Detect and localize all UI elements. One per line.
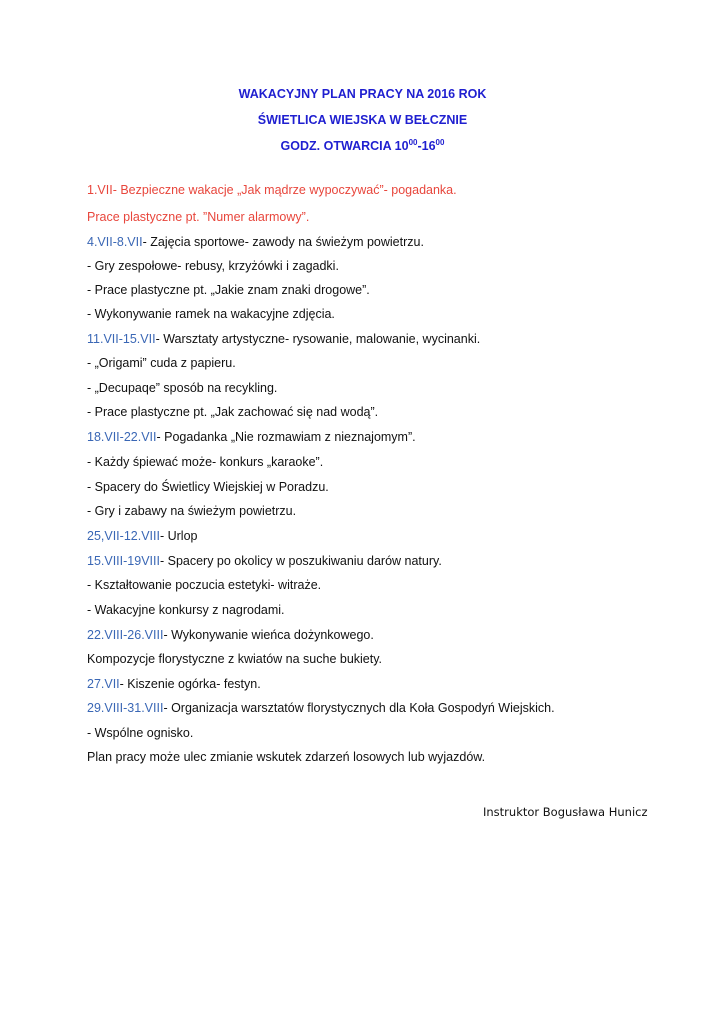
item-text: - Spacery do Świetlicy Wiejskiej w Poradzu. (87, 480, 329, 494)
item-text: - Warsztaty artystyczne- rysowanie, malowanie, wycinanki. (155, 332, 481, 346)
list-item (87, 210, 309, 224)
opening-hours-mid: -16 (417, 139, 436, 153)
opening-hours-sup-start: 00 (408, 137, 418, 147)
item-text: - Organizacja warsztatów florystycznych dla Koła Gospodyń Wiejskich. (163, 701, 555, 715)
list-item (87, 405, 378, 419)
item-text: 1.VII- Bezpieczne wakacje „Jak mądrze wypoczywać”- pogadanka. (87, 183, 457, 197)
opening-hours (0, 139, 725, 153)
list-item (87, 726, 193, 740)
item-text: - Prace plastyczne pt. „Jakie znam znaki drogowe”. (87, 283, 370, 297)
item-text: Prace plastyczne pt. ”Numer alarmowy”. (87, 210, 310, 224)
list-item (87, 480, 329, 494)
list-item (87, 259, 339, 273)
item-text: - „Decupaqe” sposób na recykling. (87, 381, 278, 395)
opening-hours-prefix: GODZ. OTWARCIA 10 (280, 139, 409, 153)
list-item (87, 529, 197, 543)
document-subtitle: ŚWIETLICA WIEJSKA W BEŁCZNIE (257, 113, 468, 127)
list-item (87, 307, 335, 321)
list-item (87, 677, 261, 691)
list-item (87, 578, 321, 592)
item-text: Kompozycje florystyczne z kwiatów na suche bukiety. (87, 652, 383, 666)
document-title: WAKACYJNY PLAN PRACY NA 2016 ROK (238, 87, 487, 101)
item-date: 25,VII-12.VIII (87, 529, 160, 543)
list-item (87, 381, 277, 395)
item-date: 18.VII-22.VII (87, 430, 157, 444)
list-item (87, 652, 382, 666)
item-text: - „Origami” cuda z papieru. (87, 356, 236, 370)
item-text: - Prace plastyczne pt. „Jak zachować się nad wodą”. (87, 405, 379, 419)
item-text: - Wakacyjne konkursy z nagrodami. (87, 603, 285, 617)
item-text: - Kiszenie ogórka- festyn. (119, 677, 261, 691)
list-item (87, 603, 285, 617)
item-text: - Kształtowanie poczucia estetyki- witraże. (87, 578, 322, 592)
list-item (87, 332, 480, 346)
item-text: - Wspólne ognisko. (87, 726, 194, 740)
item-date: 11.VII-15.VII (87, 332, 156, 346)
list-item (87, 701, 555, 715)
item-date: 29.VIII-31.VIII (87, 701, 164, 715)
item-text: - Każdy śpiewać może- konkurs „karaoke”. (87, 455, 324, 469)
item-text: - Gry i zabawy na świeżym powietrzu. (87, 504, 297, 518)
item-date: 22.VIII-26.VIII (87, 628, 164, 642)
list-item (87, 430, 416, 444)
item-date: 15.VIII-19VIII (87, 554, 160, 568)
list-item (87, 628, 374, 642)
item-text: - Pogadanka „Nie rozmawiam z nieznajomym”. (156, 430, 416, 444)
list-item (87, 183, 457, 197)
item-date: 27.VII (87, 677, 120, 691)
list-item (87, 504, 296, 518)
signature: Instruktor Bogusława Hunicz (483, 805, 648, 819)
list-item (87, 554, 442, 568)
list-item (87, 283, 370, 297)
list-item (87, 235, 424, 249)
item-text: - Gry zespołowe- rebusy, krzyżówki i zagadki. (87, 259, 339, 273)
list-item (87, 750, 485, 764)
list-item (87, 455, 323, 469)
item-text: - Wykonywanie wieńca dożynkowego. (163, 628, 374, 642)
item-text: - Urlop (159, 529, 198, 543)
opening-hours-sup-end: 00 (435, 137, 445, 147)
item-text: - Zajęcia sportowe- zawody na świeżym powietrzu. (142, 235, 424, 249)
item-text: - Spacery po okolicy w poszukiwaniu darów natury. (159, 554, 442, 568)
item-date: 4.VII-8.VII (87, 235, 143, 249)
item-text: Plan pracy może ulec zmianie wskutek zdarzeń losowych lub wyjazdów. (87, 750, 486, 764)
list-item (87, 356, 236, 370)
item-text: - Wykonywanie ramek na wakacyjne zdjęcia. (87, 307, 335, 321)
